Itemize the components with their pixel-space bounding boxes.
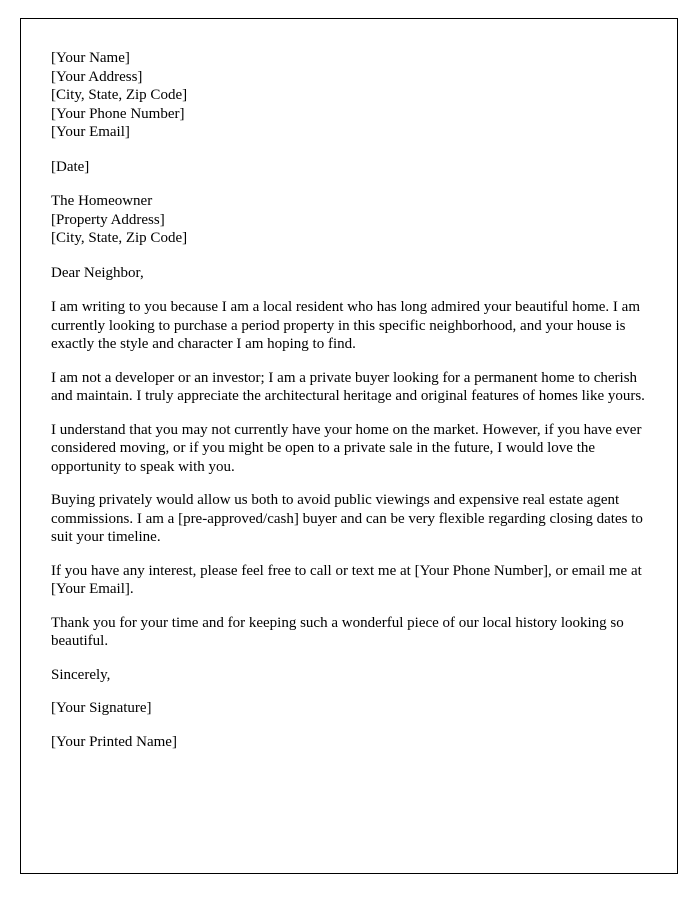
date-block [51, 158, 647, 177]
recipient-city-state-zip: [City, State, Zip Code] [51, 230, 188, 246]
body-paragraph: I am writing to you because I am a local resident who has long admired your beautiful home. I am currently looking to purchase a period property in this specific neighborhood, and your house is exactly the style and character I am hoping to find. [51, 299, 640, 352]
salutation [51, 264, 647, 283]
letter-page [20, 18, 678, 874]
closing-block [51, 666, 647, 752]
salutation-text: Dear Neighbor, [51, 264, 144, 281]
sender-phone: [Your Phone Number] [51, 105, 185, 122]
letter-body [51, 298, 647, 651]
recipient-address: [Property Address] [51, 211, 165, 228]
body-paragraph: Buying privately would allow us both to avoid public viewings and expensive real estate agent commissions. I am a [pre-approved/cash] buyer and can be very flexible regarding closing dates to suit your timeline. [51, 492, 643, 545]
sender-address: [Your Address] [51, 68, 143, 85]
sender-city-state-zip: [City, State, Zip Code] [51, 87, 188, 103]
body-paragraph: If you have any interest, please feel free to call or text me at [Your Phone Number], or email me at [Your Email]. [51, 562, 642, 597]
sender-address-block [51, 49, 647, 142]
letter-content [21, 19, 677, 751]
body-paragraph: Thank you for your time and for keeping such a wonderful piece of our local history looking so beautiful. [51, 614, 624, 649]
body-paragraph: I understand that you may not currently have your home on the market. However, if you have ever considered moving, or if you might be open to a private sale in the future, I would love the opportunity to speak with you. [51, 421, 642, 475]
sender-name: [Your Name] [51, 50, 130, 66]
sender-email: [Your Email] [51, 124, 130, 140]
recipient-name: The Homeowner [51, 193, 153, 209]
printed-name-placeholder: [Your Printed Name] [51, 733, 177, 750]
closing-text: Sincerely, [51, 666, 111, 683]
letter-date: [Date] [51, 158, 90, 175]
signature-placeholder: [Your Signature] [51, 700, 152, 716]
recipient-address-block [51, 192, 647, 248]
body-paragraph: I am not a developer or an investor; I am a private buyer looking for a permanent home to cherish and maintain. I truly appreciate the architectural heritage and original features of homes like yours. [51, 369, 645, 404]
